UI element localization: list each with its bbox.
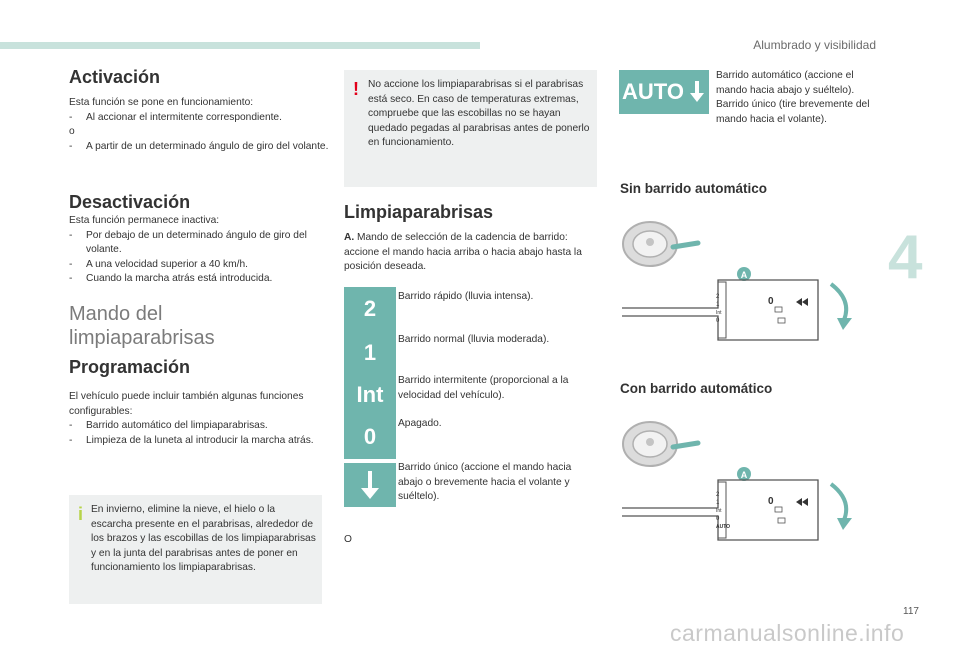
activacion-item: - Al accionar el intermitente correspondiente. xyxy=(69,111,329,126)
info-icon: i xyxy=(78,504,84,524)
desactivacion-item: - Cuando la marcha atrás está introducida. xyxy=(69,272,329,287)
steering-wheel-icon xyxy=(623,422,677,466)
stalk-illustration-con-auto xyxy=(618,412,858,547)
setting-text: Apagado. xyxy=(398,418,442,429)
setting-text: Barrido normal (lluvia moderada). xyxy=(398,334,550,345)
activacion-body xyxy=(69,96,329,154)
limpiaparabrisas-heading: Limpiaparabrisas xyxy=(344,202,494,222)
stalk-label: 0 xyxy=(768,296,774,307)
desactivacion-body xyxy=(69,214,329,287)
arrow-down-icon xyxy=(837,318,852,330)
mando-title-line: limpiaparabrisas xyxy=(69,327,215,349)
programacion-item: - Limpieza de la luneta al introducir la marcha atrás. xyxy=(69,434,327,449)
arrow-down-icon xyxy=(358,469,382,501)
setting-badge-int: Int xyxy=(344,373,396,417)
stalk-label: 1 xyxy=(716,500,720,506)
callout-a-text: Mando de selección de la cadencia de barrido: accione el mando hacia arriba o hacia abajo hasta la posición deseada. xyxy=(344,232,582,272)
programacion-item: - Barrido automático del limpiaparabrisas. xyxy=(69,419,327,434)
stalk-label: 2 xyxy=(716,294,720,300)
info-note xyxy=(69,495,322,604)
arrow-down-icon xyxy=(837,518,852,530)
steering-wheel-icon xyxy=(623,222,677,266)
auto-description-line: Barrido único (tire brevemente del mando hacia el volante). xyxy=(716,99,870,125)
warning-icon: ! xyxy=(353,79,359,99)
stalk-label: Int xyxy=(716,310,722,316)
setting-badge-2: 2 xyxy=(344,287,396,331)
header-accent-bar xyxy=(0,42,480,49)
mando-title xyxy=(69,302,215,350)
programacion-heading: Programación xyxy=(69,357,191,377)
auto-description xyxy=(716,69,876,127)
desactivacion-item: - Por debajo de un determinado ángulo de giro del volante. xyxy=(69,229,329,258)
section-title: Alumbrado y visibilidad xyxy=(753,38,876,52)
auto-description-line: Barrido automático (accione el mando hacia abajo y suéltelo). xyxy=(716,70,855,96)
auto-badge-label: AUTO xyxy=(622,79,684,104)
callout-a: A xyxy=(740,270,748,280)
stalk-illustration-sin-auto xyxy=(618,212,858,347)
warning-note xyxy=(344,70,597,187)
limpiaparabrisas-desc xyxy=(344,231,596,275)
setting-badge-1: 1 xyxy=(344,331,396,375)
stalk-label: 0 xyxy=(768,496,774,507)
single-sweep-badge xyxy=(344,463,396,507)
stalk-label: AUTO xyxy=(716,524,731,530)
setting-text: Barrido rápido (lluvia intensa). xyxy=(398,291,534,302)
stalk-label: 2 xyxy=(716,492,720,498)
auto-badge xyxy=(619,70,709,114)
or-label: O xyxy=(344,534,352,545)
desactivacion-item: - A una velocidad superior a 40 km/h. xyxy=(69,258,329,273)
setting-text: Barrido único (accione el mando hacia abajo o brevemente hacia el volante y suéltelo). xyxy=(398,462,572,502)
arrow-down-icon xyxy=(688,80,706,104)
setting-text: Barrido intermitente (proporcional a la velocidad del vehículo). xyxy=(398,375,569,401)
stalk-label: 0 xyxy=(716,516,720,522)
chapter-number: 4 xyxy=(888,223,923,292)
mando-title-line: Mando del xyxy=(69,303,163,325)
activacion-or: o xyxy=(69,126,75,137)
desactivacion-heading: Desactivación xyxy=(69,192,191,212)
page-number: 117 xyxy=(903,606,919,617)
programacion-body xyxy=(69,390,327,448)
stalk-label: 0 xyxy=(716,318,720,324)
sin-barrido-heading: Sin barrido automático xyxy=(620,181,768,196)
con-barrido-heading: Con barrido automático xyxy=(620,381,773,396)
setting-badge-0: 0 xyxy=(344,415,396,459)
activacion-intro: Esta función se pone en funcionamiento: xyxy=(69,97,254,108)
programacion-intro: El vehículo puede incluir también algunas funciones configurables: xyxy=(69,391,304,417)
stalk-label: Int xyxy=(716,508,722,514)
activacion-heading: Activación xyxy=(69,67,161,87)
callout-a-label: A. xyxy=(344,232,355,243)
desactivacion-intro: Esta función permanece inactiva: xyxy=(69,215,220,226)
callout-a: A xyxy=(740,470,748,480)
activacion-item: - A partir de un determinado ángulo de giro del volante. xyxy=(69,140,329,155)
watermark: carmanualsonline.info xyxy=(670,620,905,646)
info-note-text: En invierno, elimine la nieve, el hielo o la escarcha presente en el parabrisas, alrededor de los brazos y las escobillas de los limpiaparabrisas y en la junta del parabrisas antes de poner en funcionamiento los limpiaparabrisas. xyxy=(91,504,316,573)
stalk-label: 1 xyxy=(716,302,720,308)
warning-note-text: No accione los limpiaparabrisas si el parabrisas está seco. En caso de temperaturas extremas, compruebe que las escobillas no se hayan quedado pegadas al parabrisas antes de ponerlo en funcionamiento. xyxy=(368,79,590,148)
